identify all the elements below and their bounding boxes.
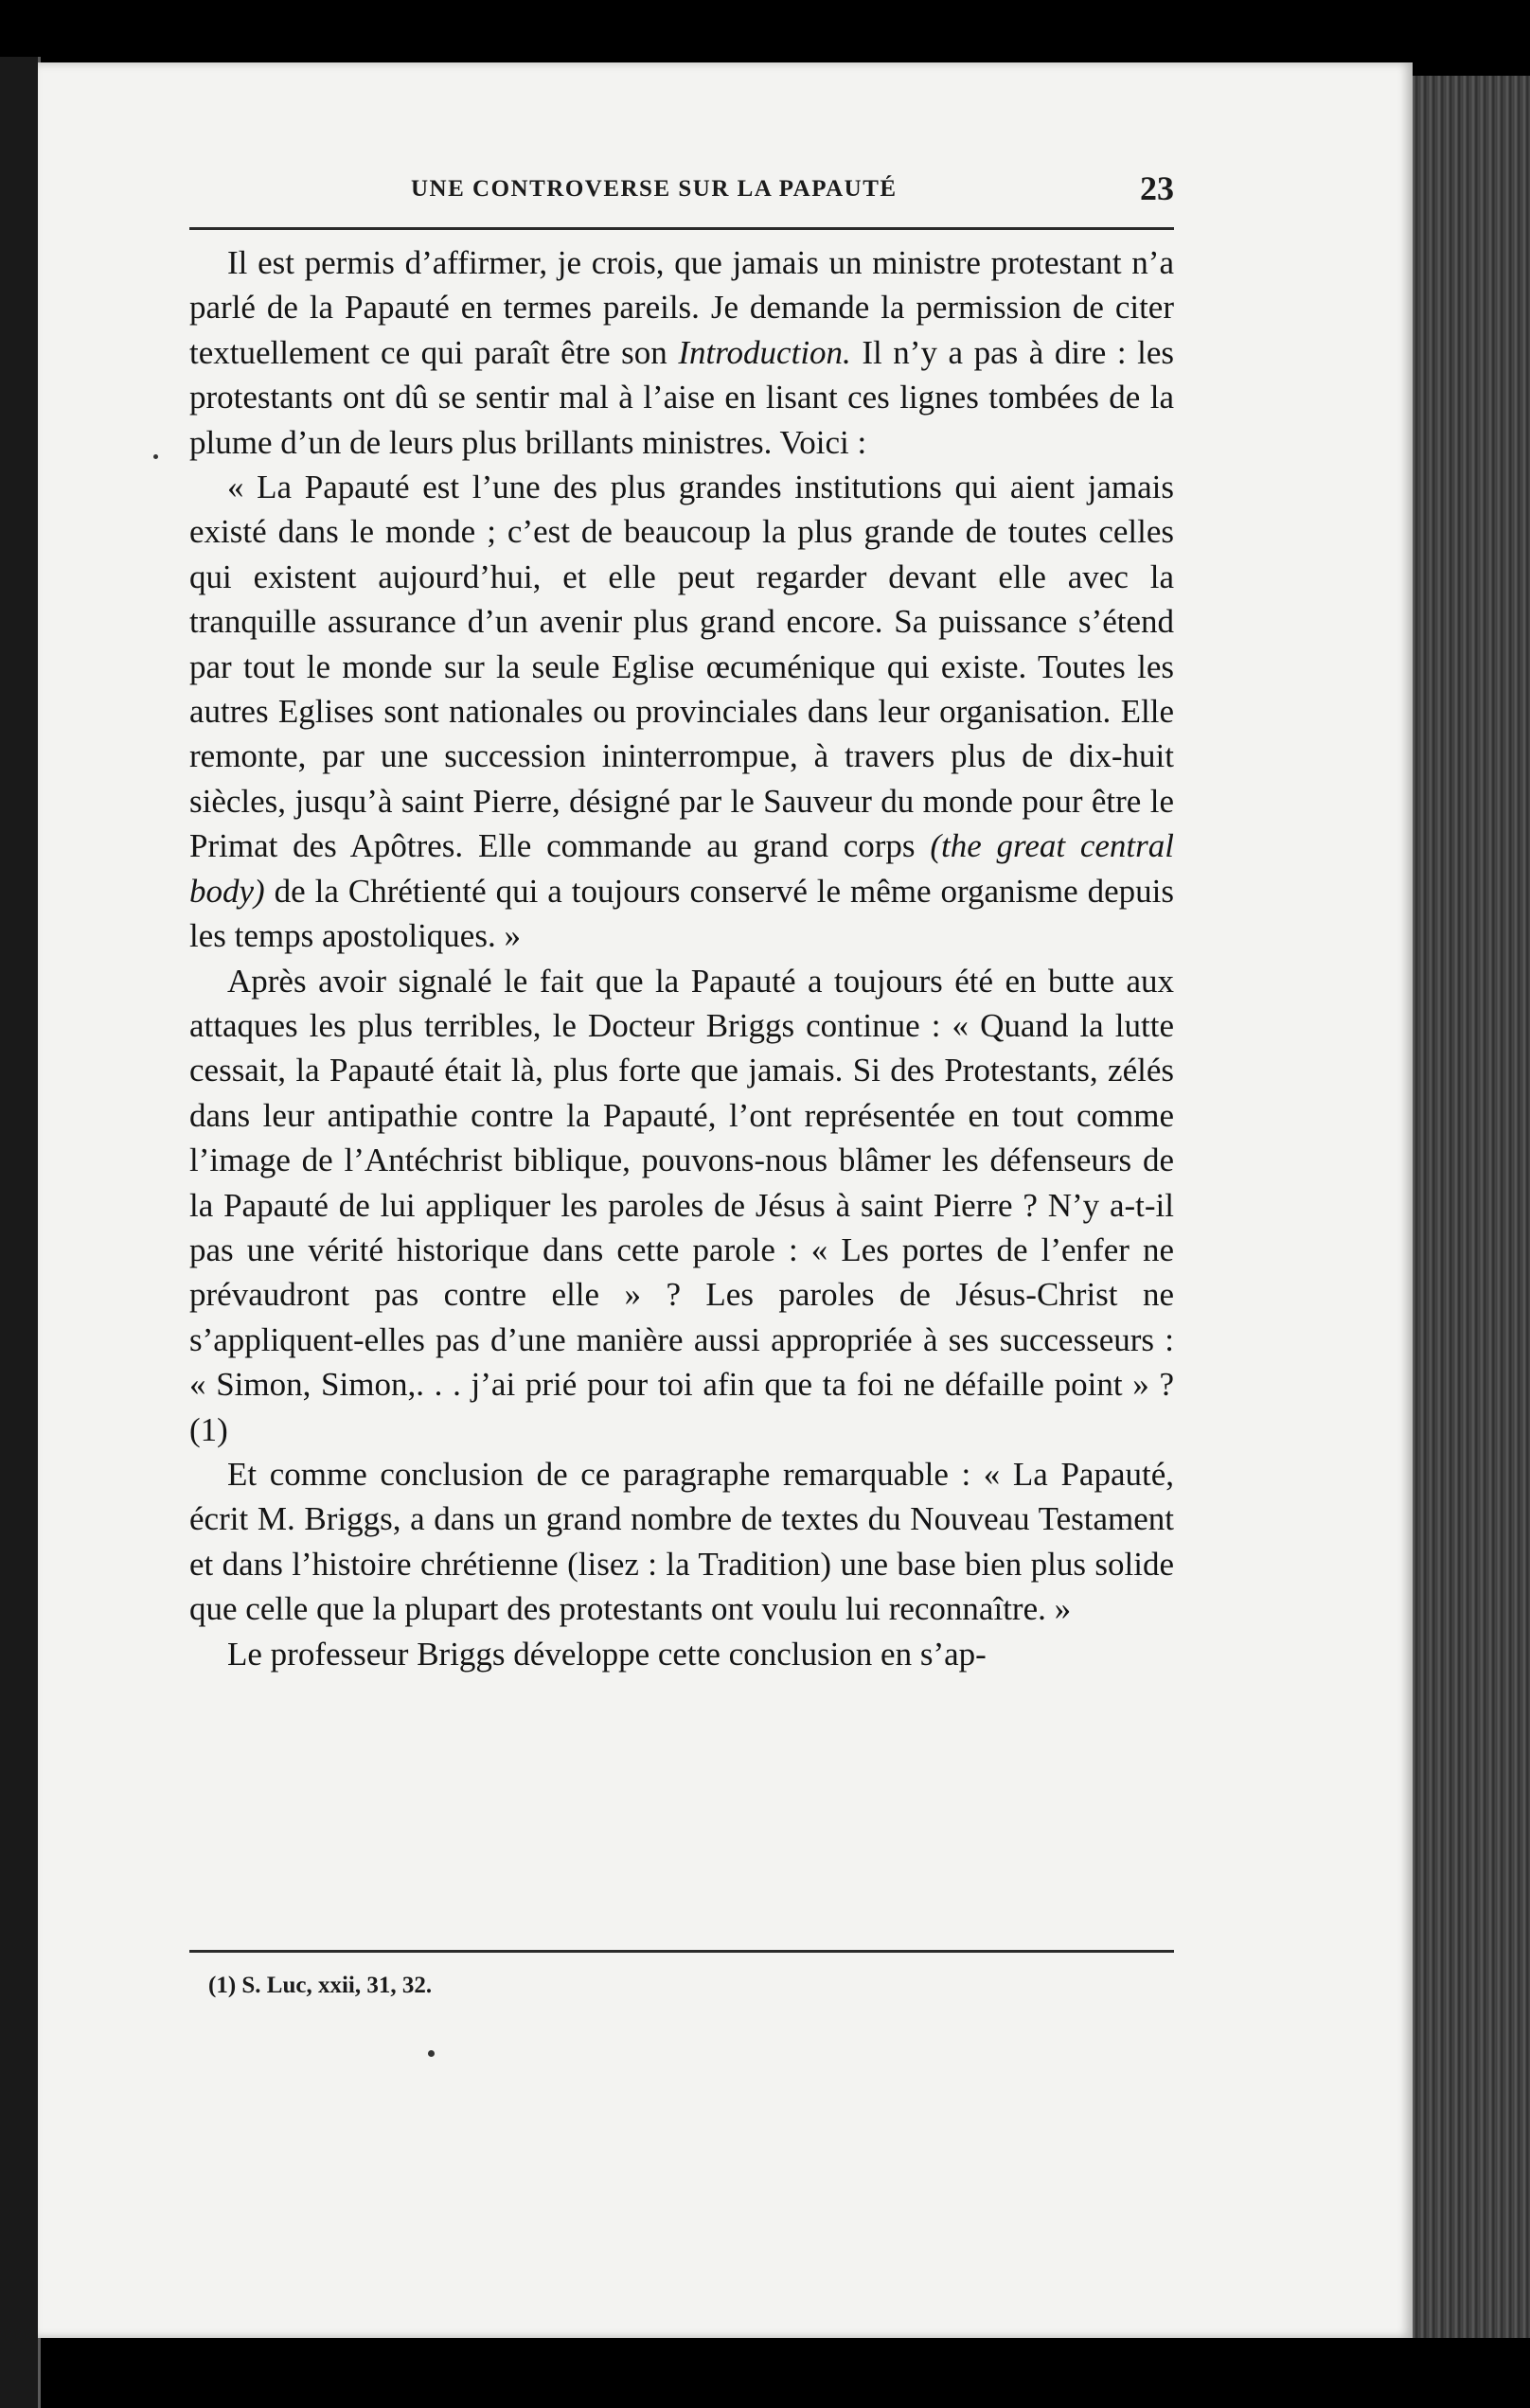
book-page-stack-edge: [1411, 76, 1530, 2338]
great-central-body-italic: (the great central body): [189, 827, 1175, 910]
paragraph-quote: [189, 465, 1174, 958]
running-head: [189, 168, 1174, 212]
footnote: (1) S. Luc, xxii, 31, 32.: [208, 1973, 433, 1998]
paragraph-intro-text: Il est permis d’affirmer, je crois, que jamais un ministre protestant n’a parlé de la Papauté en termes pareils. Je demande la permission de citer textuellement ce qui paraît être son: [189, 244, 1174, 371]
page-number: 23: [1140, 169, 1174, 207]
body-text: [189, 240, 1174, 1676]
paragraph-intro: [189, 240, 1174, 465]
running-title: UNE CONTROVERSE SUR LA PAPAUTÉ: [411, 176, 898, 202]
paragraph-briggs: Après avoir signalé le fait que la Papauté a toujours été en butte aux attaques les plus terribles, le Docteur Briggs continue : « Quand la lutte cessait, la Papauté était là, plus forte que jamais. Si des Protestants, zélés dans leur antipathie contre la Papauté, l’ont représentée en tout comme l’image de l’Antéchrist biblique, pouvons-nous blâmer les défenseurs de la Papauté de lui appliquer les paroles de Jésus à saint Pierre ? N’y a-t-il pas une vérité historique dans cette parole : « Les portes de l’enfer ne prévaudront pas contre elle » ? Les paroles de Jésus-Christ ne s’appliquent-elles pas d’une manière aussi appropriée à ses successeurs : « Simon, Simon,. . . j’ai prié pour toi afin que ta foi ne défaille point » ? (1): [189, 962, 1174, 1448]
introduction-italic: Introduction.: [678, 333, 851, 371]
paragraph-conclusion: Et comme conclusion de ce paragraphe remarquable : « La Papauté, écrit M. Briggs, a dans un grand nombre de textes du Nouveau Testament et dans l’histoire chrétienne (lisez : la Tradition) une base bien plus solide que celle que la plupart des protestants ont voulu lui reconnaître. »: [189, 1455, 1174, 1628]
paragraph-quote-text: « La Papauté est l’une des plus grandes institutions qui aient jamais existé dans le monde ; c’est de beaucoup la plus grande de toutes celles qui existent aujourd’hui, et elle peut regarder devant elle avec la tranquille assurance d’un avenir plus grand encore. Sa puissance s’étend par tout le monde sur la seule Eglise œcuménique qui existe. Toutes les autres Eglises sont nationales ou provinciales dans leur organisation. Elle remonte, par une succession ininterrompue, à travers plus de dix-huit siècles, jusqu’à saint Pierre, désigné par le Sauveur du monde pour être le Primat des Apôtres. Elle commande au grand corps: [189, 469, 1174, 865]
paragraph-intro-cont: Il n’y a pas à dire : les protestants ont dû se sentir mal à l’aise en lisant ces lignes tombées de la plume d’un de leurs plus brillants ministres. Voici :: [189, 333, 1175, 461]
previous-page-edge: [0, 57, 41, 2408]
ink-speck: [153, 454, 158, 459]
ink-speck: [428, 2050, 435, 2057]
header-rule: [189, 227, 1174, 230]
footnote-rule: [189, 1950, 1174, 1953]
paragraph-develop: Le professeur Briggs développe cette conclusion en s’ap-: [227, 1635, 987, 1673]
paragraph-quote-cont: de la Chrétienté qui a toujours conservé le même organisme depuis les temps apostoliques. »: [189, 872, 1174, 955]
